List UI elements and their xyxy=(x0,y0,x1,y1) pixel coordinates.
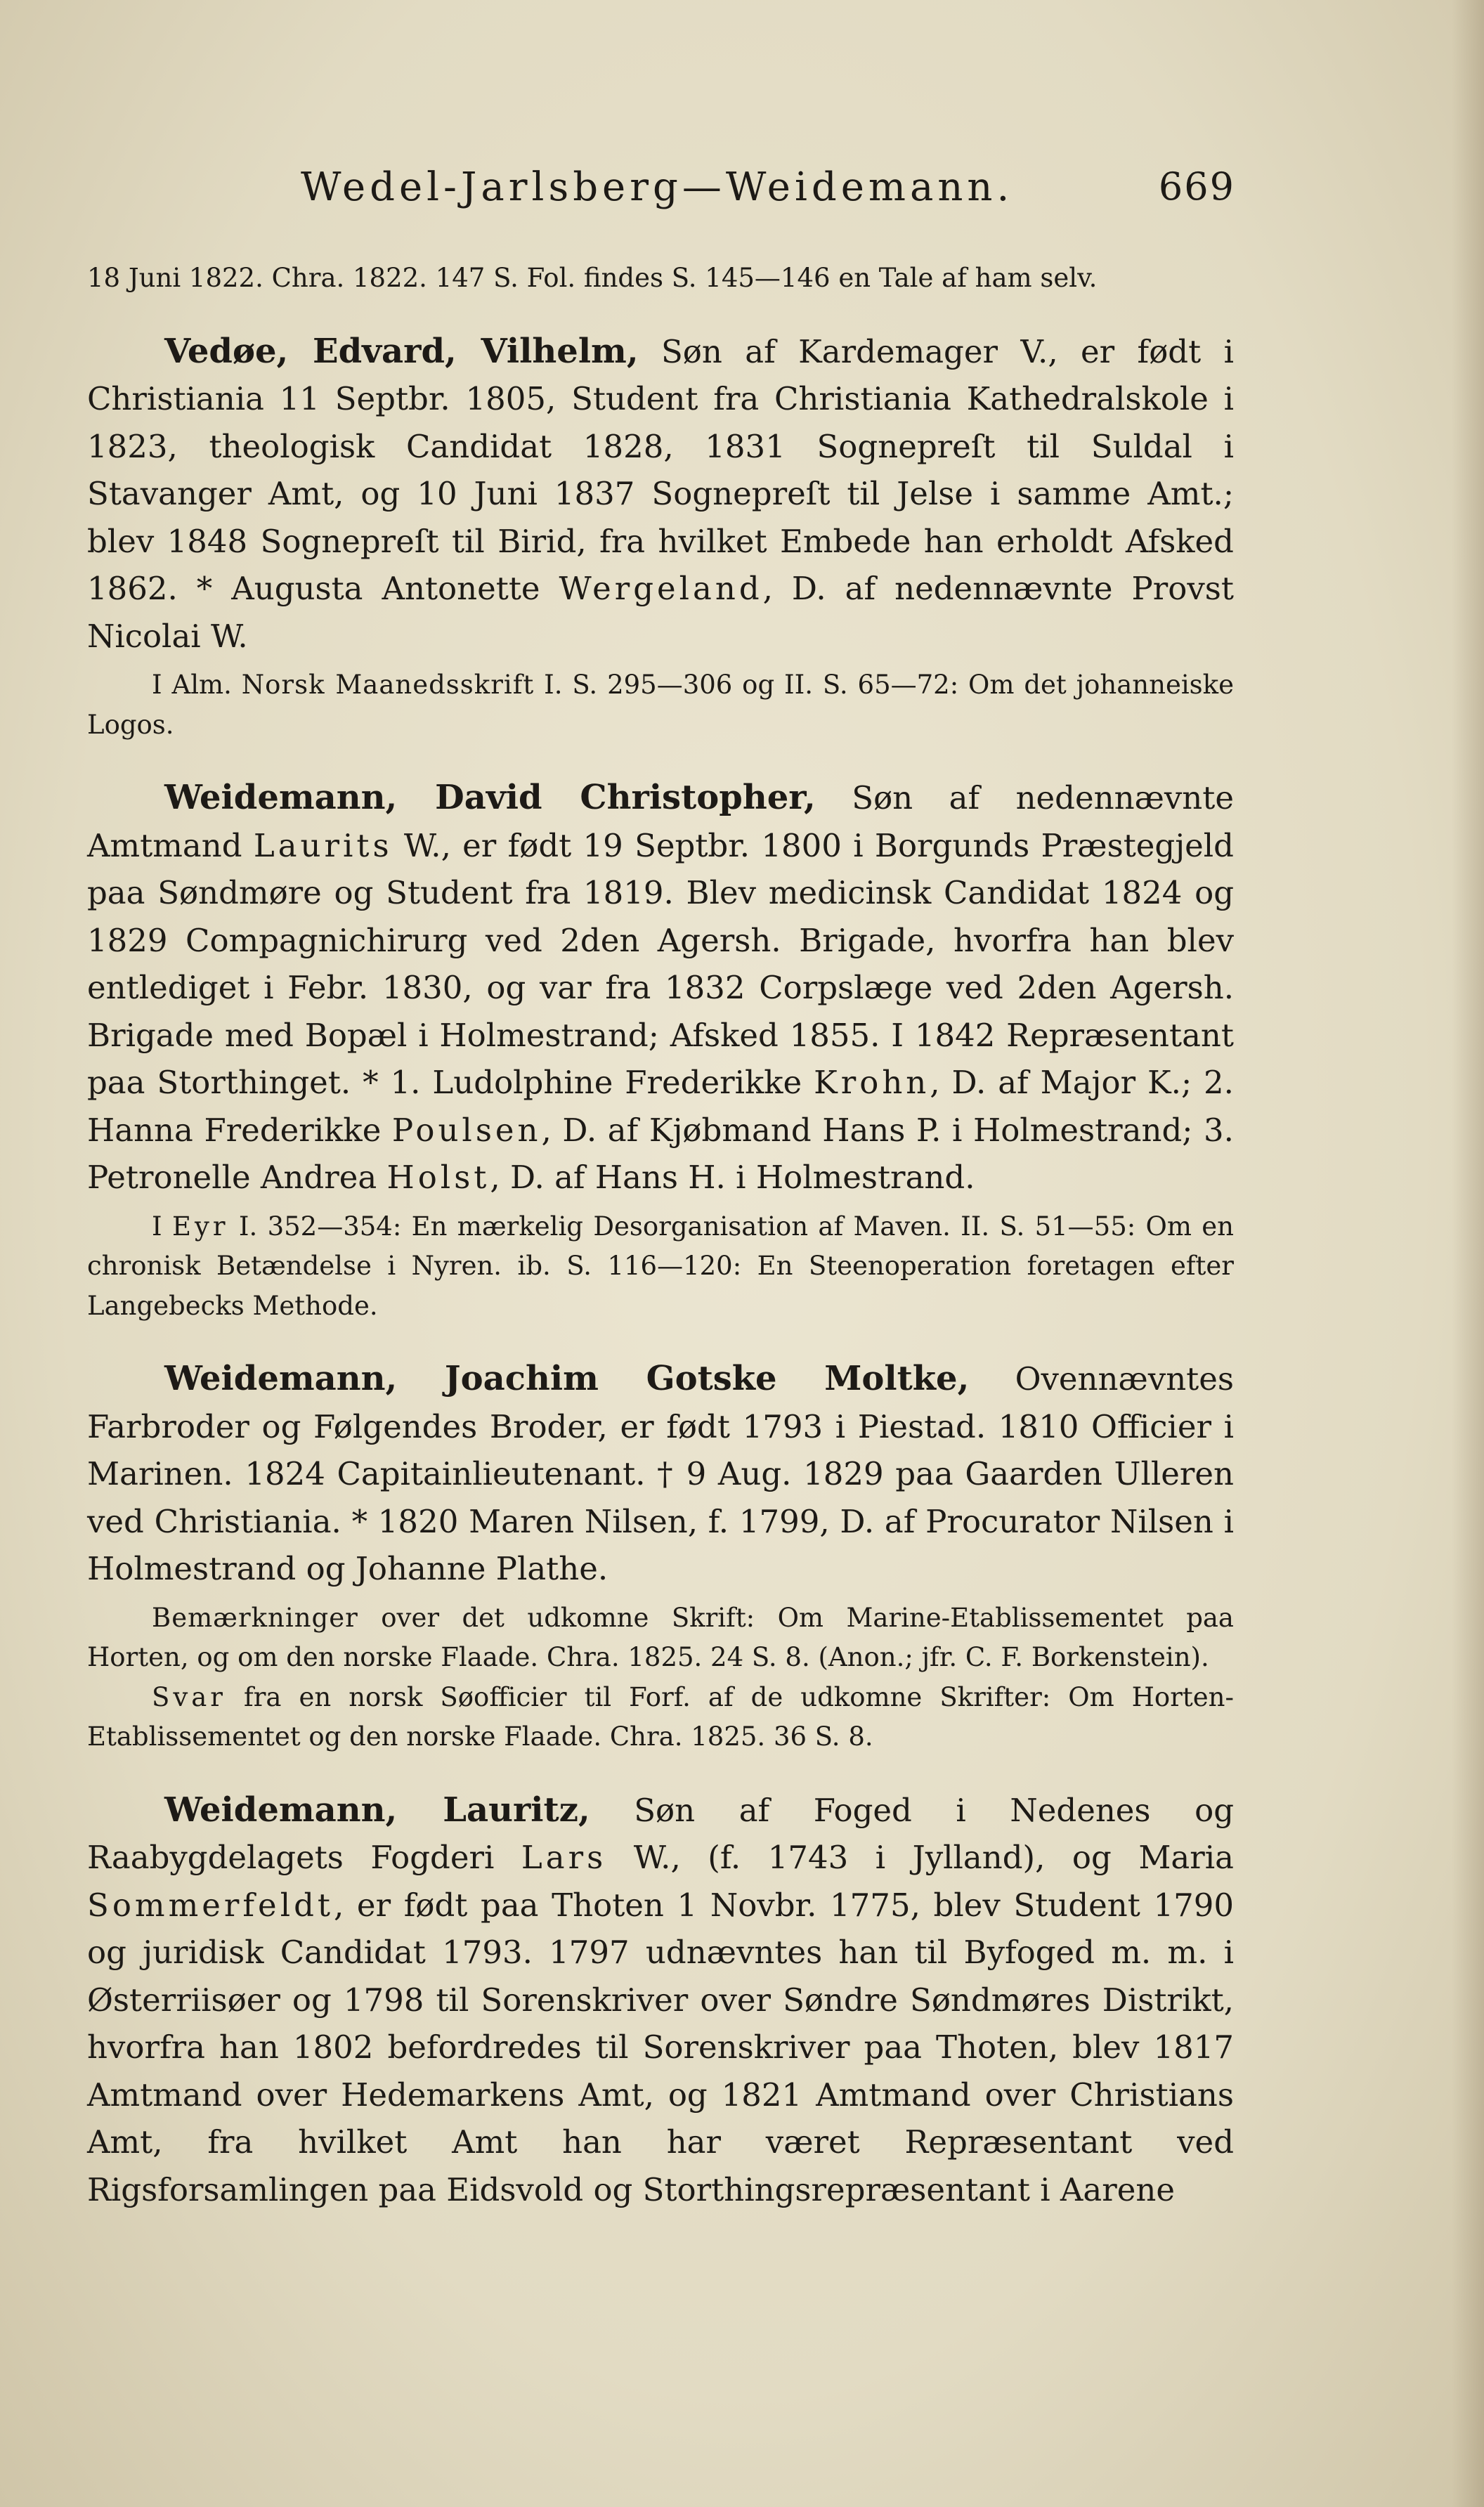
biography-text: , D. af Kjøbmand Hans P. i Holmestrand; 3. Petronelle Andrea xyxy=(87,1111,1234,1196)
spaced-name: Laurits xyxy=(253,826,393,864)
spaced-name: Wergeland xyxy=(559,570,763,607)
entry-name: Weidemann, Joachim Gotske Moltke, xyxy=(164,1359,970,1398)
entry-weidemann-lauritz xyxy=(87,1787,1234,2214)
page-number: 669 xyxy=(1158,164,1235,209)
bibliography-note xyxy=(87,1207,1234,1327)
biography-text: , er født paa Thoten 1 Novbr. 1775, blev Student 1790 og juridisk Candidat 1793. 1797 udnævntes han til Byfoged m. m. i Østerriisøer og 1798 til Sorenskriver over Søndre Søndmøres Distrikt, hvorfra han 1802 befordredes til Sorenskriver paa Thoten, blev 1817 Amtmand over Hedemarkens Amt, og 1821 Amtmand over Christians Amt, fra hvilket Amt han har været Repræsentant ved Rigsforsamlingen paa Eidsvold og Storthingsrepræsentant i Aarene xyxy=(87,1886,1234,2208)
entry-name: Weidemann, David Christopher, xyxy=(164,778,816,817)
biography-text: , D. af Hans H. i Holmestrand. xyxy=(490,1159,975,1196)
journal-title: Eyr xyxy=(171,1211,229,1242)
biography-text: , D. af nedennævnte Provst Nicolai W. xyxy=(87,570,1234,655)
spaced-name: Lars xyxy=(521,1839,607,1876)
entry-weidemann-david xyxy=(87,774,1234,1326)
journal-title: Norsk Maanedsskrift xyxy=(241,670,535,700)
biography-text: W., er født 19 Septbr. 1800 i Borgunds Præstegjeld paa Søndmøre og Student fra 1819. Blev medicinsk Candidat 1824 og 1829 Compagnichirurg ved 2den Agersh. Brigade, hvorfra han blev entlediget i Febr. 1830, og var fra 1832 Corpslæge ved 2den Agersh. Brigade med Bopæl i Holmestrand; Afsked 1855. I 1842 Repræsentant paa Storthinget. * 1. Ludolphine Frederikke xyxy=(87,826,1234,1101)
spaced-name: Holst xyxy=(386,1159,490,1196)
page-text xyxy=(87,259,1234,2213)
header-title: Wedel-Jarlsberg—Weidemann. xyxy=(301,164,1014,210)
work-title: Bemærkninger xyxy=(152,1602,358,1633)
note-text: I xyxy=(152,1211,172,1242)
biography-text: W., (f. 1743 i Jylland), og Maria xyxy=(606,1839,1234,1876)
running-header xyxy=(90,160,1235,216)
spaced-name: Krohn xyxy=(814,1064,930,1101)
bibliography-note xyxy=(87,665,1234,745)
biography-text: Ovennævntes Farbroder og Følgendes Broder, er født 1793 i Piestad. 1810 Officier i Marinen. 1824 Capitainlieutenant. † 9 Aug. 1829 paa Gaarden Ulleren ved Christiania. * 1820 Maren Nilsen, f. 1799, D. af Procurator Nilsen i Holmestrand og Johanne Plathe. xyxy=(87,1360,1234,1587)
entry-biography xyxy=(87,774,1234,1202)
note-text: I. S. 295—306 og II. S. 65—72: Om det johanneiske Logos. xyxy=(87,670,1234,740)
bibliography-note xyxy=(87,1678,1234,1757)
biography-text: Søn af nedennævnte Amtmand xyxy=(87,779,1234,864)
entry-vedoe xyxy=(87,328,1234,745)
entry-name: Vedøe, Edvard, Vilhelm, xyxy=(164,331,639,371)
page-edge-shadow xyxy=(1452,0,1484,2507)
carry-over-text: 18 Juni 1822. Chra. 1822. 147 S. Fol. findes S. 145—146 en Tale af ham selv. xyxy=(87,263,1098,293)
biography-text: Søn af Foged i Nedenes og Raabygdelagets Fogderi xyxy=(87,1791,1234,1876)
entry-biography xyxy=(87,1355,1234,1593)
entry-biography xyxy=(87,1787,1234,2214)
entry-biography xyxy=(87,328,1234,660)
bibliography-note xyxy=(87,1598,1234,1678)
entry-name: Weidemann, Lauritz, xyxy=(164,1790,590,1830)
note-text: I. 352—354: En mærkelig Desorganisation af Maven. II. S. 51—55: Om en chronisk Betændelse i Nyren. ib. S. 116—120: En Steenoperation foretagen efter Langebecks Methode. xyxy=(87,1211,1234,1321)
spaced-name: Poulsen xyxy=(391,1111,542,1149)
note-text: over det udkomne Skrift: Om Marine-Etablissementet paa Horten, og om den norske Flaade. Chra. 1825. 24 S. 8. (Anon.; jfr. C. F. Borkenstein). xyxy=(87,1602,1234,1672)
entry-weidemann-joachim xyxy=(87,1355,1234,1757)
work-title: Svar xyxy=(152,1681,226,1712)
biography-text: Søn af Kardemager V., er født i Christiania 11 Septbr. 1805, Student fra Christiania Kathedralskole i 1823, theologisk Candidat 1828, 1831 Sognepreſt til Suldal i Stavanger Amt, og 10 Juni 1837 Sognepreſt til Jelse i samme Amt.; blev 1848 Sognepreſt til Birid, fra hvilket Embede han erholdt Afsked 1862. * Augusta Antonette xyxy=(87,332,1234,607)
note-text: fra en norsk Søofficier til Forf. af de udkomne Skrifter: Om Horten-Etablissementet og den norske Flaade. Chra. 1825. 36 S. 8. xyxy=(87,1681,1234,1752)
note-text: I Alm. xyxy=(152,670,242,700)
spaced-name: Sommerfeldt xyxy=(87,1886,334,1924)
biography-text: , D. af Major K.; 2. Hanna Frederikke xyxy=(87,1064,1234,1149)
